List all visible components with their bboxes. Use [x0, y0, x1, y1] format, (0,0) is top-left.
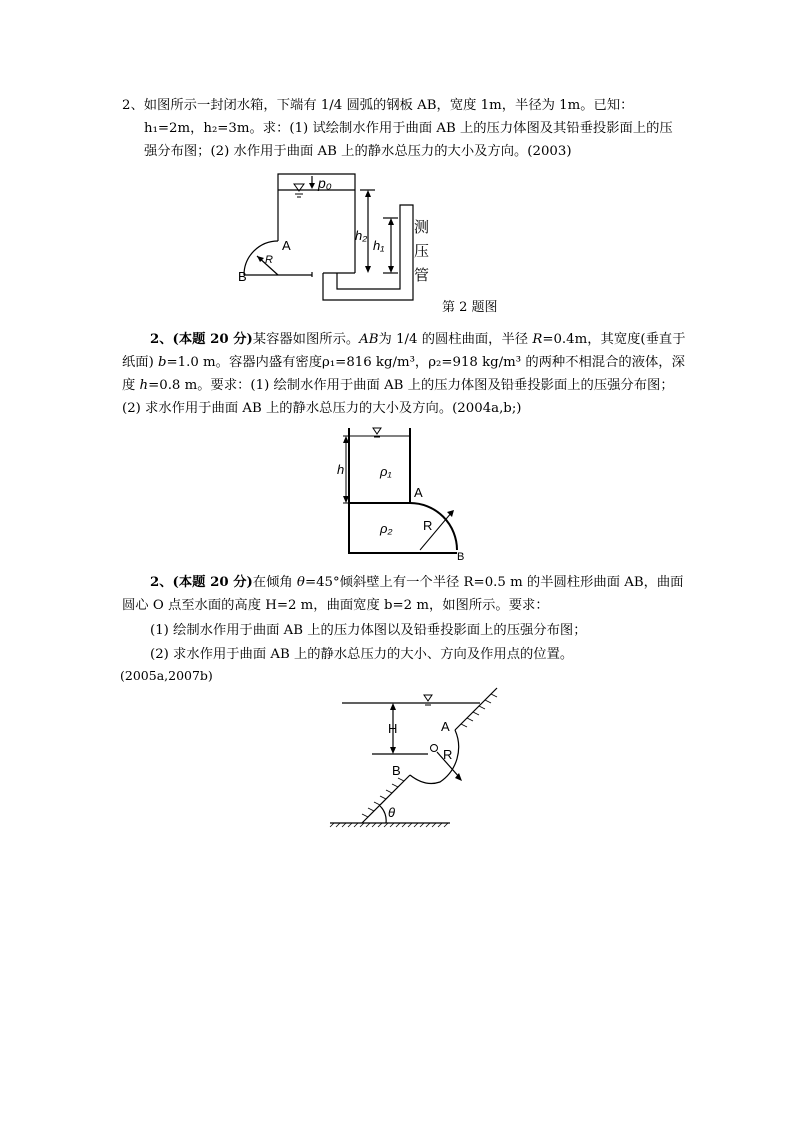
tube-char-3: 管	[414, 267, 430, 284]
problem1-line2: h₁=2m，h₂=3m。求：(1) 试绘制水作用于曲面 AB 上的压力体图及其铅垂投影面上的压	[144, 121, 673, 136]
label-h-fig2: h	[337, 462, 345, 477]
problem2-ab: AB	[359, 332, 379, 347]
label-A-fig3: A	[441, 719, 450, 734]
label-B-fig2: B	[457, 551, 465, 563]
tube-char-2: 压	[414, 243, 430, 260]
problem3-text-a: 在倾角	[252, 575, 297, 590]
label-rho2: ρ₂	[380, 521, 393, 536]
label-h1: h₁	[373, 238, 385, 253]
problem3-head: 2、(本题 20 分)	[150, 575, 253, 590]
label-R-fig1: R	[265, 254, 273, 266]
problem2-text-e: =0.8 m。要求：(1) 绘制水作用于曲面 AB 上的压力体图及铅垂投影面上的压强分布图；(2) 求水作用于曲面 AB 上的静水总压力的大小及方向。(2004a,b;)	[122, 378, 674, 416]
ground-hatching	[330, 694, 497, 827]
problem2-b: b	[158, 355, 167, 370]
label-R-fig2: R	[423, 518, 433, 533]
label-R-fig3: R	[443, 747, 453, 762]
problem3-item2: (2) 求水作用于曲面 AB 上的静水总压力的大小、方向及作用点的位置。	[150, 647, 574, 662]
problem2-head: 2、(本题 20 分)	[150, 332, 253, 347]
problem2-text-b: 为 1/4 的圆柱曲面，半径	[378, 332, 533, 347]
problem3-text-b: =45°倾斜壁上有一个半径 R=0.5 m 的半圆柱形曲面 AB，曲面圆心 O 点至水面的高度 H=2 m，曲面宽度 b=2 m，如图所示。要求：	[122, 575, 684, 613]
center-point-O	[431, 745, 438, 752]
problem2-text-d: =1.0 m。容器内盛有密度ρ₁=816 kg/m³，ρ₂=918 kg/m³ 的两种不相混合的液体，深度	[122, 355, 685, 393]
label-rho1: ρ₁	[380, 464, 392, 479]
tube-char-1: 测	[414, 219, 430, 236]
problem2-text-c: =0.4m，其宽度(垂直于纸面)	[122, 332, 686, 370]
problem2-text-a: 某容器如图所示。	[252, 332, 360, 347]
label-A-fig1: A	[282, 238, 291, 253]
label-theta-fig3: θ	[388, 805, 396, 820]
problem1-line1: 2、如图所示一封闭水箱，下端有 1/4 圆弧的钢板 AB，宽度 1m，半径为 1m。已知：	[122, 98, 634, 113]
label-p0: p₀	[318, 175, 332, 191]
problem2-h: h	[139, 378, 149, 393]
label-h2: h₂	[355, 228, 368, 243]
label-A-fig2: A	[414, 485, 423, 500]
problem3-ref: (2005a,2007b)	[120, 668, 213, 683]
label-B-fig1: B	[238, 269, 247, 284]
problem3-theta: θ	[296, 575, 305, 590]
problem1-line3: 强分布图；(2) 水作用于曲面 AB 上的静水总压力的大小及方向。(2003)	[144, 144, 572, 159]
problem2-R: R	[532, 332, 543, 347]
figure1-caption: 第 2 题图	[442, 300, 498, 315]
problem3-item1: (1) 绘制水作用于曲面 AB 上的压力体图以及铅垂投影面上的压强分布图；	[150, 623, 587, 638]
label-B-fig3: B	[392, 763, 401, 778]
label-H-fig3: H	[388, 721, 398, 736]
